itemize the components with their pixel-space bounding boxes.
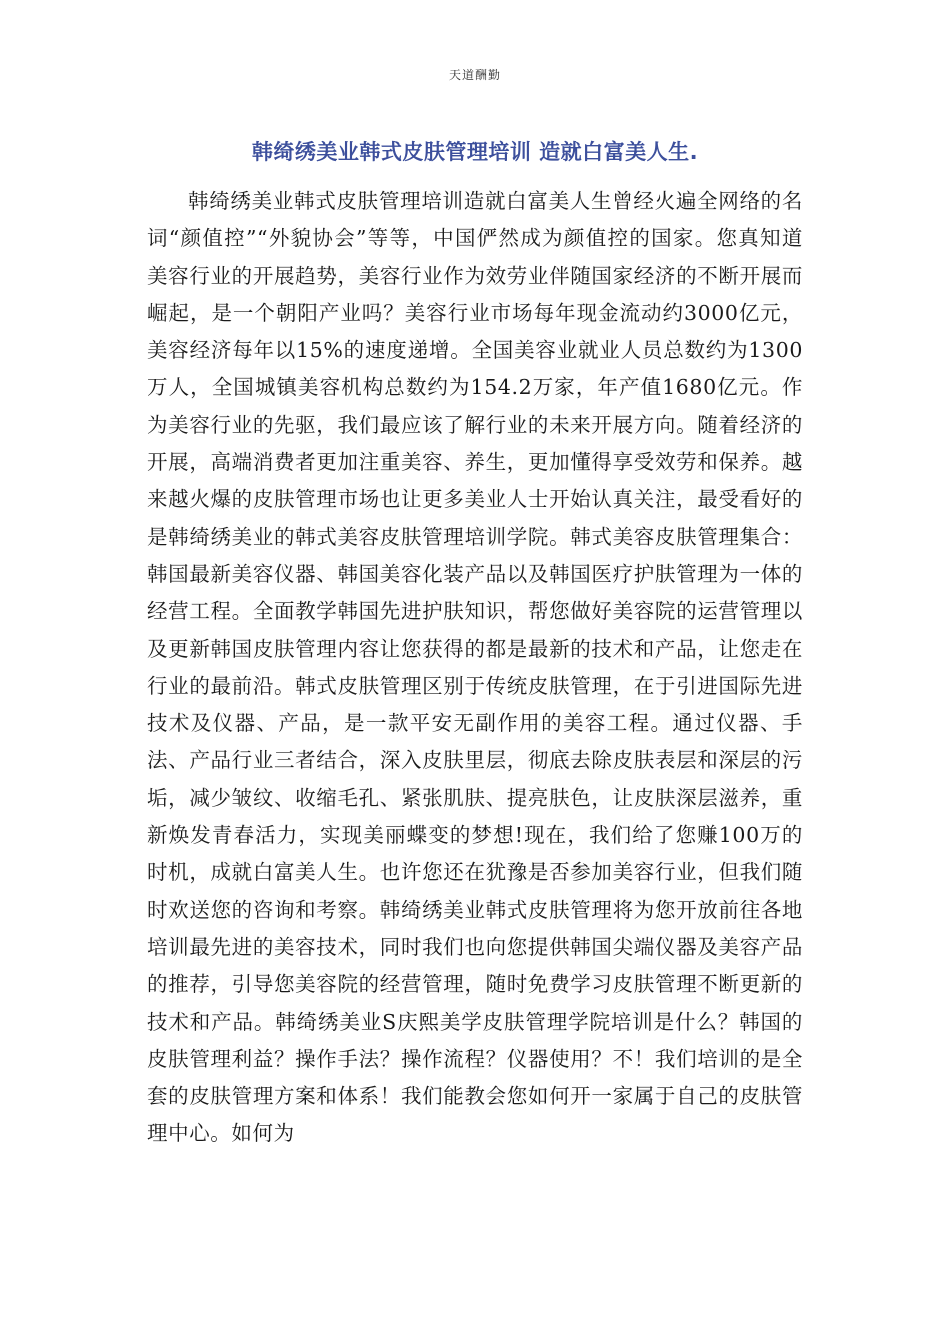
body-paragraph: 韩绮绣美业韩式皮肤管理培训造就白富美人生曾经火遍全网络的名词“颜值控”“外貌协会”等等，中国俨然成为颜值控的国家。您真知道美容行业的开展趋势，美容行业作为效劳业伴随国家经济的不断开展而崛起，是一个朝阳产业吗？美容行业市场每年现金流动约3000亿元，美容经济每年以15%的速度递增。全国美容业就业人员总数约为1300万人，全国城镇美容机构总数约为154.2万家，年产值1680亿元。作为美容行业的先驱，我们最应该了解行业的未来开展方向。随着经济的开展，高端消费者更加注重美容、养生，更加懂得享受效劳和保养。越来越火爆的皮肤管理市场也让更多美业人士开始认真关注，最受看好的是韩绮绣美业的韩式美容皮肤管理培训学院。韩式美容皮肤管理集合：韩国最新美容仪器、韩国美容化装产品以及韩国医疗护肤管理为一体的经营工程。全面教学韩国先进护肤知识，帮您做好美容院的运营管理以及更新韩国皮肤管理内容让您获得的都是最新的技术和产品，让您走在行业的最前沿。韩式皮肤管理区别于传统皮肤管理，在于引进国际先进技术及仪器、产品，是一款平安无副作用的美容工程。通过仪器、手法、产品行业三者结合，深入皮肤里层，彻底去除皮肤表层和深层的污垢，减少皱纹、收缩毛孔、紧张肌肤、提亮肤色，让皮肤深层滋养，重新焕发青春活力，实现美丽蝶变的梦想!现在，我们给了您赚100万的时机，成就白富美人生。也许您还在犹豫是否参加美容行业，但我们随时欢送您的咨询和考察。韩绮绣美业韩式皮肤管理将为您开放前往各地培训最先进的美容技术，同时我们也向您提供韩国尖端仪器及美容产品的推荐，引导您美容院的经营管理，随时免费学习皮肤管理不断更新的技术和产品。韩绮绣美业S庆熙美学皮肤管理学院培训是什么？韩国的皮肤管理利益？操作手法？操作流程？仪器使用？不！我们培训的是全套的皮肤管理方案和体系！我们能教会您如何开一家属于自己的皮肤管理中心。如何为 — [147, 189, 803, 1146]
page-header: 天道酬勤 — [448, 68, 501, 82]
document-title: 韩绮绣美业韩式皮肤管理培训 造就白富美人生. — [251, 140, 699, 164]
